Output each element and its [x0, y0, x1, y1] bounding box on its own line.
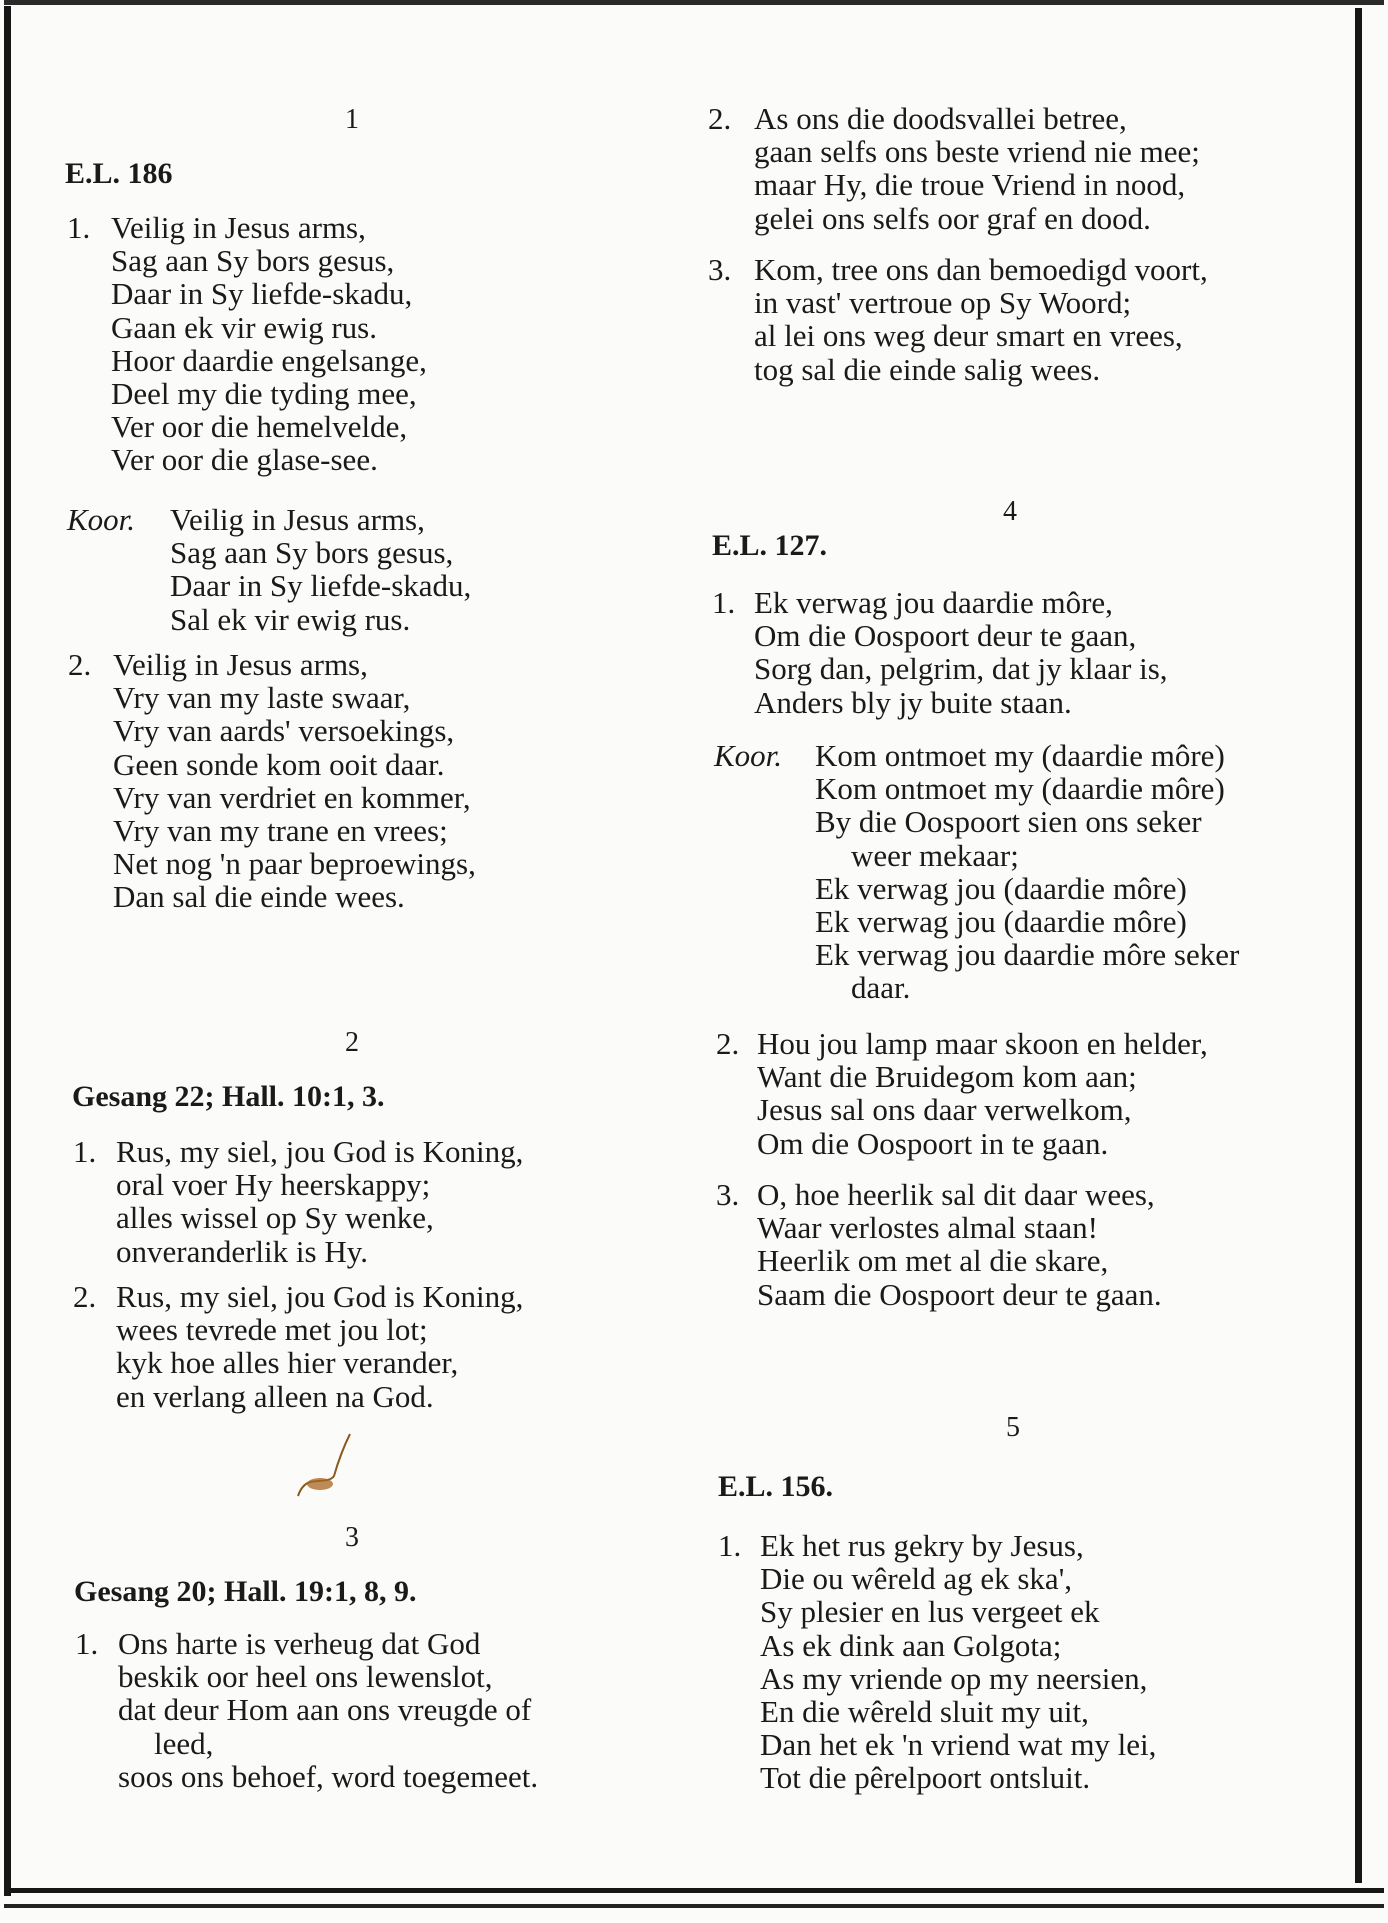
verse-line: Ek het rus gekry by Jesus,: [760, 1528, 1084, 1563]
verse-line: Sal ek vir ewig rus.: [170, 601, 411, 637]
verse-line: dat deur Hom aan ons vreugde of: [118, 1692, 532, 1728]
verse-line: Ons harte is verheug dat God: [118, 1626, 481, 1661]
stain-mark: [290, 1432, 360, 1512]
verse-line: Ek verwag jou (daardie môre): [815, 870, 1187, 906]
verse-line: Ek verwag jou (daardie môre): [815, 904, 1187, 940]
verse-line: Deel my die tyding mee,: [111, 376, 417, 412]
verse-line: wees tevrede met jou lot;: [116, 1312, 428, 1348]
verse-label: 1.: [712, 585, 736, 620]
verse-line: onveranderlik is Hy.: [116, 1233, 368, 1269]
verse-line: O, hoe heerlik sal dit daar wees,: [757, 1177, 1155, 1212]
verse-line: Hou jou lamp maar skoon en helder,: [757, 1026, 1208, 1061]
verse-line: Ver oor die glase-see.: [111, 442, 378, 478]
verse-line: Rus, my siel, jou God is Koning,: [116, 1134, 524, 1169]
verse-line: Om die Oospoort in te gaan.: [757, 1125, 1109, 1161]
verse-label: 3.: [716, 1177, 740, 1212]
verse-line: Gaan ek vir ewig rus.: [111, 309, 377, 345]
verse-line: Daar in Sy liefde-skadu,: [170, 568, 472, 604]
verse-line: maar Hy, die troue Vriend in nood,: [754, 167, 1186, 203]
verse-line: En die wêreld sluit my uit,: [760, 1694, 1089, 1730]
verse-line: soos ons behoef, word toegemeet.: [118, 1758, 539, 1794]
verse-line: Die ou wêreld ag ek ska',: [760, 1561, 1073, 1597]
verse-label: 2.: [73, 1279, 97, 1314]
hymn-heading: Gesang 20; Hall. 19:1, 8, 9.: [74, 1575, 417, 1608]
right-border: [1355, 8, 1362, 1883]
verse-line: Rus, my siel, jou God is Koning,: [116, 1279, 524, 1314]
verse-label: 2.: [68, 647, 92, 682]
hymn-number: 3: [345, 1522, 359, 1553]
verse-line: Vry van my trane en vrees;: [113, 813, 448, 849]
verse-label: 1.: [718, 1528, 742, 1563]
verse-label: 2.: [708, 101, 732, 136]
verse-line: gelei ons selfs oor graf en dood.: [754, 200, 1151, 236]
verse-line: Jesus sal ons daar verwelkom,: [757, 1092, 1132, 1128]
verse-line: Vry van aards' versoekings,: [113, 713, 455, 749]
verse-line: Waar verlostes almal staan!: [757, 1210, 1098, 1246]
verse-line: gaan selfs ons beste vriend nie mee;: [754, 134, 1200, 170]
verse-line: Vry van verdriet en kommer,: [113, 779, 471, 815]
verse-line: Heerlik om met al die skare,: [757, 1243, 1109, 1279]
verse-line: Veilig in Jesus arms,: [113, 647, 368, 682]
bottom-border: [4, 1888, 1384, 1893]
verse-line: en verlang alleen na God.: [116, 1378, 434, 1414]
hymn-heading: Gesang 22; Hall. 10:1, 3.: [72, 1080, 385, 1113]
verse-line: Anders bly jy buite staan.: [754, 684, 1072, 720]
verse-line: Sorg dan, pelgrim, dat jy klaar is,: [754, 651, 1168, 687]
verse-line: Veilig in Jesus arms,: [170, 502, 425, 537]
verse-line: al lei ons weg deur smart en vrees,: [754, 318, 1183, 354]
hymn-heading: E.L. 186: [65, 157, 173, 190]
verse-line: Vry van my laste swaar,: [113, 680, 411, 716]
verse-line: As ons die doodsvallei betree,: [754, 101, 1127, 136]
verse-line: Dan het ek 'n vriend wat my lei,: [760, 1727, 1157, 1763]
verse-label: 3.: [708, 252, 732, 287]
verse-line: Sy plesier en lus vergeet ek: [760, 1594, 1100, 1630]
bottom-border-secondary: [4, 1904, 1384, 1908]
verse-label: 1.: [67, 210, 91, 245]
verse-line: Kom, tree ons dan bemoedigd voort,: [754, 252, 1208, 287]
top-border: [4, 0, 1384, 5]
verse-line: beskik oor heel ons lewenslot,: [118, 1659, 493, 1695]
verse-label: 2.: [716, 1026, 740, 1061]
verse-line: As ek dink aan Golgota;: [760, 1627, 1062, 1663]
verse-line: Sag aan Sy bors gesus,: [111, 243, 395, 279]
verse-line: weer mekaar;: [851, 837, 1019, 873]
verse-line: daar.: [851, 970, 911, 1006]
hymn-number: 5: [1006, 1412, 1020, 1443]
verse-line: alles wissel op Sy wenke,: [116, 1200, 434, 1236]
verse-line: Dan sal die einde wees.: [113, 879, 405, 915]
verse-line: As my vriende op my neersien,: [760, 1660, 1148, 1696]
verse-line: Want die Bruidegom kom aan;: [757, 1059, 1137, 1095]
verse-line: kyk hoe alles hier verander,: [116, 1345, 459, 1381]
verse-line: Sag aan Sy bors gesus,: [170, 535, 454, 571]
chorus-label: Koor.: [714, 738, 783, 773]
hymn-number: 4: [1003, 496, 1017, 527]
verse-line: Daar in Sy liefde-skadu,: [111, 276, 413, 312]
verse-line: Ver oor die hemelvelde,: [111, 409, 408, 445]
verse-line: Hoor daardie engelsange,: [111, 342, 427, 378]
verse-line: Geen sonde kom ooit daar.: [113, 746, 445, 782]
verse-line: oral voer Hy heerskappy;: [116, 1167, 431, 1203]
verse-line: Saam die Oospoort deur te gaan.: [757, 1276, 1162, 1312]
verse-label: 1.: [73, 1134, 97, 1169]
verse-line: Kom ontmoet my (daardie môre): [815, 738, 1225, 773]
verse-line: Kom ontmoet my (daardie môre): [815, 771, 1225, 807]
verse-line: Tot die pêrelpoort ontsluit.: [760, 1760, 1091, 1796]
hymn-number: 1: [345, 104, 359, 135]
verse-label: 1.: [75, 1626, 99, 1661]
verse-line: tog sal die einde salig wees.: [754, 351, 1101, 387]
verse-line: Net nog 'n paar beproewings,: [113, 846, 476, 882]
verse-line: Ek verwag jou daardie môre,: [754, 585, 1113, 620]
chorus-label: Koor.: [67, 502, 136, 537]
verse-line: By die Oospoort sien ons seker: [815, 804, 1202, 840]
hymn-heading: E.L. 156.: [718, 1470, 834, 1503]
verse-line: leed,: [154, 1725, 214, 1761]
hymn-heading: E.L. 127.: [712, 529, 828, 562]
left-border: [4, 6, 11, 1896]
hymn-number: 2: [345, 1027, 359, 1058]
verse-line: in vast' vertroue op Sy Woord;: [754, 285, 1132, 321]
verse-line: Veilig in Jesus arms,: [111, 210, 366, 245]
verse-line: Om die Oospoort deur te gaan,: [754, 618, 1137, 654]
verse-line: Ek verwag jou daardie môre seker: [815, 937, 1240, 973]
